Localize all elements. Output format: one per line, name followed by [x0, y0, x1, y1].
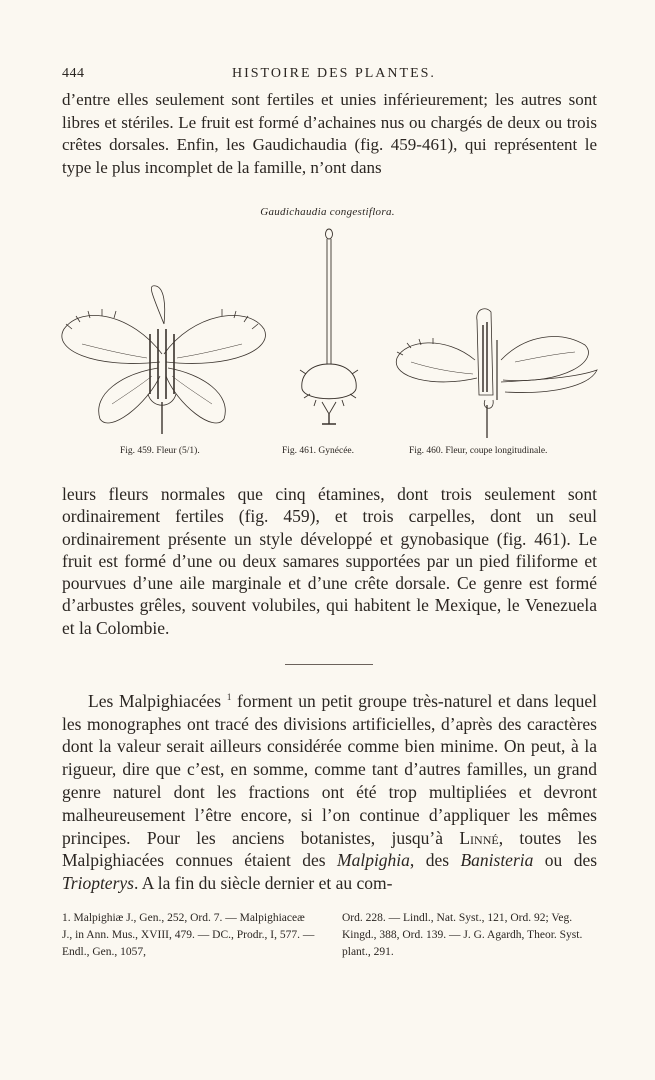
footnote-right-column: Ord. 228. — Lindl., Nat. Syst., 121, Ord. 92; Veg. Kingd., 388, Ord. 139. — J. G. Agardh, Theor. Syst. plant., 291.	[342, 912, 583, 958]
paragraph-text-body: forment un petit groupe très-naturel et dans lequel les monographes ont tracé des divisions artificielles, d’après des caractères dont la valeur serait ailleurs considérée comme bien minime. On peut, à la rigueur, dire que c’est, en somme, comme tant d’autres familles, un grand genre naturel dont les fractions ont été trop multipliées et devront malheureusement l’être encore, si l’on continue d’appliquer les mêmes principes. Pour les anciens botanistes, jusqu’à	[62, 690, 598, 848]
paragraph-text-f: . A la fin du siècle dernier et au com-	[133, 873, 393, 894]
author-linne: Linné	[459, 827, 499, 848]
caption-fig-460: Fig. 460. Fleur, coupe longitudinale.	[409, 446, 548, 456]
footnote-marker: 1	[226, 692, 232, 702]
genus-triopterys: Triopterys	[62, 873, 134, 894]
caption-fig-459: Fig. 459. Fleur (5/1).	[120, 446, 200, 456]
figure-459-flower-illustration	[52, 284, 272, 444]
paragraph-text-c: , toutes les Malpighiacées connues étaient des	[62, 827, 597, 871]
paragraph-malpighiacees	[62, 686, 597, 895]
genus-malpighia: Malpighia	[337, 850, 410, 871]
footnote-left-column: 1. Malpighiæ J., Gen., 252, Ord. 7. — Malpighiaceæ J., in Ann. Mus., XVIII, 479. — DC., Prodr., I, 577. — Endl., Gen., 1057,	[62, 912, 315, 958]
paragraph-top: d’entre elles seulement sont fertiles et unies inférieurement; les autres sont libres et stériles. Le fruit est formé d’achaines nus ou chargés de deux ou trois crêtes dorsales. Enfin, les Gaudichaudia (fig. 459-461), qui représentent le type le plus incomplet de la famille, n’ont dans	[62, 90, 597, 177]
figure-460-flower-section-illustration	[385, 300, 605, 442]
figure-title: Gaudichaudia congestiflora.	[260, 206, 395, 218]
figure-461-gynoecium-illustration	[292, 224, 368, 440]
paragraph-middle: leurs fleurs normales que cinq étamines, dont trois seulement sont ordinairement fertiles (fig. 459), et trois carpelles, dont un seul ordinairement présente un style développé et gynobasique (fig. 461). Le fruit est formé d’une ou deux samares supportées par un pied filiforme et pourvues d’une aile marginale et d’une crête dorsale. Ce genre est formé d’arbustes grêles, souvent volubiles, qui habitent le Mexique, le Venezuela et la Colombie.	[62, 484, 597, 638]
caption-fig-461: Fig. 461. Gynécée.	[282, 446, 355, 456]
genus-banisteria: Banisteria	[460, 850, 534, 871]
page-header	[62, 66, 597, 86]
paragraph-text-start: Les Malpighiacées	[88, 690, 222, 711]
paragraph-text-e: ou des	[533, 850, 598, 871]
running-head: HISTOIRE DES PLANTES.	[232, 66, 436, 81]
section-divider	[285, 664, 373, 665]
paragraph-text-d: , des	[409, 850, 461, 871]
page-number: 444	[62, 66, 85, 81]
